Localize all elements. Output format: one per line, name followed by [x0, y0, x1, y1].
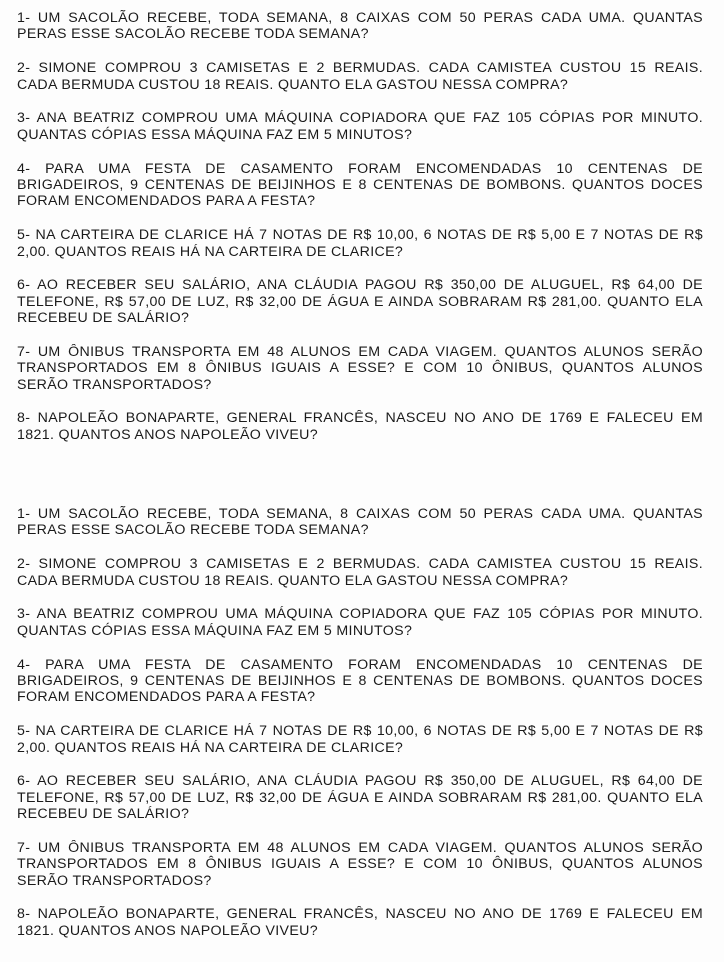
question-line: BRIGADEIROS, 9 CENTENAS DE BEIJINHOS E 8 CENTENAS DE BOMBONS. QUANTOS DOCES — [17, 176, 703, 193]
question-line: PERAS ESSE SACOLÃO RECEBE TODA SEMANA? — [17, 522, 369, 539]
question-4 — [17, 657, 703, 706]
question-line: TRANSPORTADOS EM 8 ÔNIBUS IGUAIS A ESSE? E COM 10 ÔNIBUS, QUANTOS ALUNOS — [17, 856, 703, 873]
question-line: QUANTAS CÓPIAS ESSA MÁQUINA FAZ EM 5 MINUTOS? — [17, 622, 413, 639]
question-line: PERAS ESSE SACOLÃO RECEBE TODA SEMANA? — [17, 26, 369, 43]
question-2 — [17, 60, 703, 93]
question-1 — [17, 506, 703, 539]
question-line: BRIGADEIROS, 9 CENTENAS DE BEIJINHOS E 8 CENTENAS DE BOMBONS. QUANTOS DOCES — [17, 672, 703, 689]
question-set-2 — [17, 506, 703, 957]
question-line: 4- PARA UMA FESTA DE CASAMENTO FORAM ENCOMENDADAS 10 CENTENAS DE — [17, 160, 703, 177]
question-line: 1- UM SACOLÃO RECEBE, TODA SEMANA, 8 CAIXAS COM 50 PERAS CADA UMA. QUANTAS — [17, 506, 703, 522]
question-line: 8- NAPOLEÃO BONAPARTE, GENERAL FRANCÊS, NASCEU NO ANO DE 1769 E FALECEU EM — [17, 906, 703, 923]
question-line: TELEFONE, R$ 57,00 DE LUZ, R$ 32,00 DE ÁGUA E AINDA SOBRARAM R$ 281,00. QUANTO ELA — [17, 789, 703, 806]
question-line: 1821. QUANTOS ANOS NAPOLEÃO VIVEU? — [17, 426, 319, 443]
question-1 — [17, 10, 703, 43]
question-3 — [17, 606, 703, 639]
question-line: TELEFONE, R$ 57,00 DE LUZ, R$ 32,00 DE ÁGUA E AINDA SOBRARAM R$ 281,00. QUANTO ELA — [17, 293, 703, 310]
question-line: SERÃO TRANSPORTADOS? — [17, 872, 212, 889]
question-line: 5- NA CARTEIRA DE CLARICE HÁ 7 NOTAS DE R$ 10,00, 6 NOTAS DE R$ 5,00 E 7 NOTAS DE R$ — [17, 227, 703, 244]
question-line: RECEBEU DE SALÁRIO? — [17, 806, 190, 823]
question-set-1 — [17, 10, 703, 461]
question-7 — [17, 344, 703, 393]
question-line: 1821. QUANTOS ANOS NAPOLEÃO VIVEU? — [17, 922, 319, 939]
question-4 — [17, 161, 703, 210]
question-line: 3- ANA BEATRIZ COMPROU UMA MÁQUINA COPIADORA QUE FAZ 105 CÓPIAS POR MINUTO. — [17, 110, 703, 127]
question-line: RECEBEU DE SALÁRIO? — [17, 310, 190, 327]
question-5 — [17, 723, 703, 756]
question-line: 2- SIMONE COMPROU 3 CAMISETAS E 2 BERMUDAS. CADA CAMISTEA CUSTOU 15 REAIS. — [17, 556, 703, 573]
question-line: 4- PARA UMA FESTA DE CASAMENTO FORAM ENCOMENDADAS 10 CENTENAS DE — [17, 656, 703, 673]
question-line: 8- NAPOLEÃO BONAPARTE, GENERAL FRANCÊS, NASCEU NO ANO DE 1769 E FALECEU EM — [17, 410, 703, 427]
question-3 — [17, 110, 703, 143]
page-bottom-margin — [0, 962, 724, 972]
question-6 — [17, 773, 703, 822]
question-line: FORAM ENCOMENDADOS PARA A FESTA? — [17, 193, 316, 210]
question-7 — [17, 840, 703, 889]
question-6 — [17, 277, 703, 326]
question-line: FORAM ENCOMENDADOS PARA A FESTA? — [17, 689, 316, 706]
question-2 — [17, 556, 703, 589]
question-line: 6- AO RECEBER SEU SALÁRIO, ANA CLÁUDIA PAGOU R$ 350,00 DE ALUGUEL, R$ 64,00 DE — [17, 277, 703, 294]
question-line: 3- ANA BEATRIZ COMPROU UMA MÁQUINA COPIADORA QUE FAZ 105 CÓPIAS POR MINUTO. — [17, 606, 703, 623]
question-line: 5- NA CARTEIRA DE CLARICE HÁ 7 NOTAS DE R$ 10,00, 6 NOTAS DE R$ 5,00 E 7 NOTAS DE R$ — [17, 723, 703, 740]
question-line: 7- UM ÔNIBUS TRANSPORTA EM 48 ALUNOS EM CADA VIAGEM. QUANTOS ALUNOS SERÃO — [17, 839, 703, 856]
question-line: TRANSPORTADOS EM 8 ÔNIBUS IGUAIS A ESSE? E COM 10 ÔNIBUS, QUANTOS ALUNOS — [17, 360, 703, 377]
question-line: QUANTAS CÓPIAS ESSA MÁQUINA FAZ EM 5 MINUTOS? — [17, 126, 413, 143]
question-5 — [17, 227, 703, 260]
question-line: 1- UM SACOLÃO RECEBE, TODA SEMANA, 8 CAIXAS COM 50 PERAS CADA UMA. QUANTAS — [17, 10, 703, 26]
question-line: SERÃO TRANSPORTADOS? — [17, 376, 212, 393]
question-8 — [17, 906, 703, 939]
question-line: 2,00. QUANTOS REAIS HÁ NA CARTEIRA DE CLARICE? — [17, 243, 404, 260]
question-line: CADA BERMUDA CUSTOU 18 REAIS. QUANTO ELA GASTOU NESSA COMPRA? — [17, 76, 569, 93]
question-8 — [17, 410, 703, 443]
question-line: 2- SIMONE COMPROU 3 CAMISETAS E 2 BERMUDAS. CADA CAMISTEA CUSTOU 15 REAIS. — [17, 60, 703, 77]
question-line: 7- UM ÔNIBUS TRANSPORTA EM 48 ALUNOS EM CADA VIAGEM. QUANTOS ALUNOS SERÃO — [17, 343, 703, 360]
question-line: 6- AO RECEBER SEU SALÁRIO, ANA CLÁUDIA PAGOU R$ 350,00 DE ALUGUEL, R$ 64,00 DE — [17, 773, 703, 790]
question-line: 2,00. QUANTOS REAIS HÁ NA CARTEIRA DE CLARICE? — [17, 739, 404, 756]
question-line: CADA BERMUDA CUSTOU 18 REAIS. QUANTO ELA GASTOU NESSA COMPRA? — [17, 572, 569, 589]
